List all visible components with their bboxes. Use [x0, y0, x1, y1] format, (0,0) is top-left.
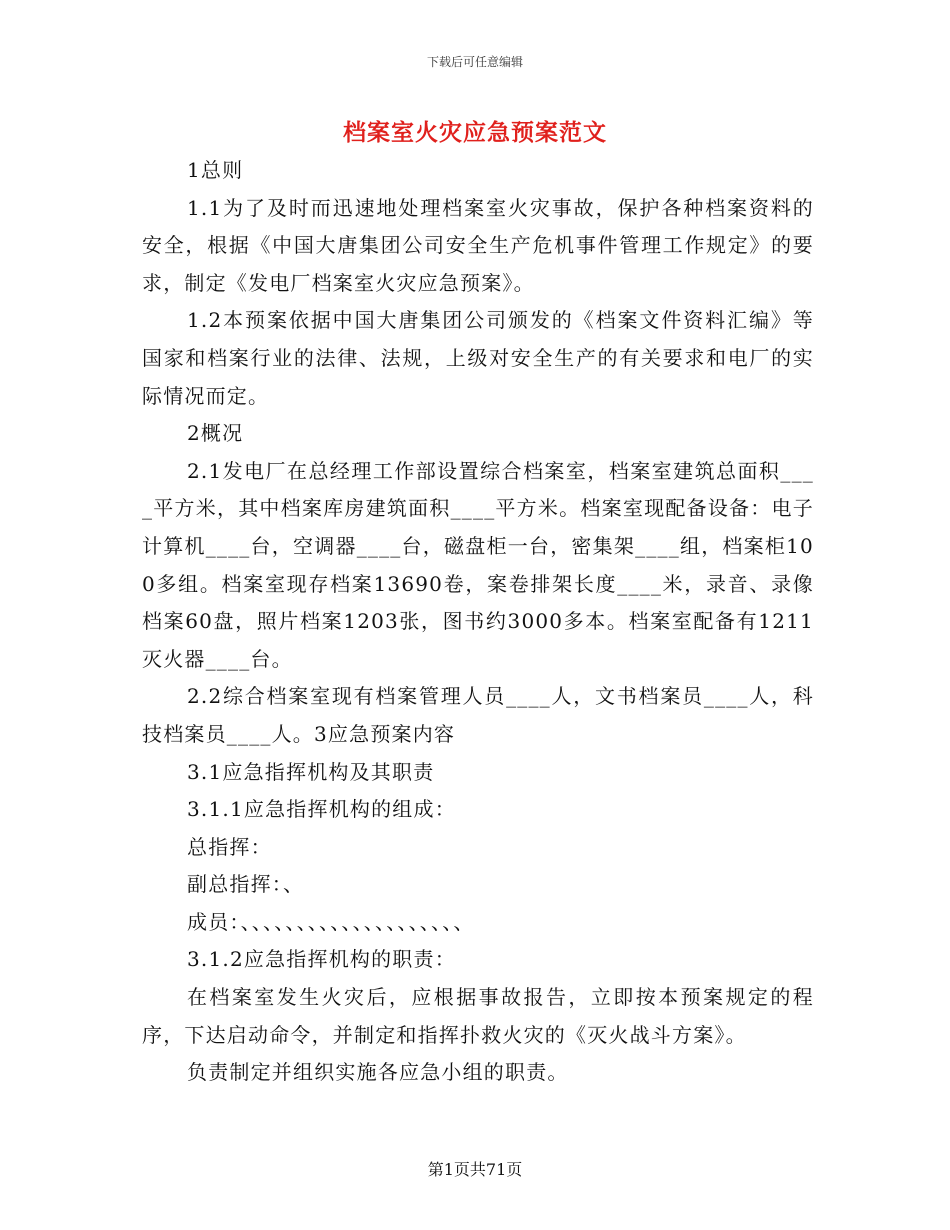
heading-3-1: 3.1应急指挥机构及其职责: [187, 759, 435, 784]
paragraph-duties-1: 在档案室发生火灾后，应根据事故报告，立即按本预案规定的程序，下达启动命令，并制定和指挥扑救火灾的《灭火战斗方案》。: [142, 985, 814, 1047]
page-footer: 第1页共71页: [427, 1160, 523, 1179]
deputy-commander-line: 副总指挥：、: [187, 872, 305, 897]
header-note: 下载后可任意编辑: [426, 55, 523, 69]
paragraph-1-2: 1.2本预案依据中国大唐集团公司颁发的《档案文件资料汇编》等国家和档案行业的法律、法规，上级对安全生产的有关要求和电厂的实际情况而定。: [142, 308, 814, 408]
heading-3-1-1: 3.1.1应急指挥机构的组成：: [187, 797, 456, 822]
members-line: 成员：、、、、、、、、、、、、、、、、、、、、: [187, 909, 475, 934]
heading-2-overview: 2概况: [187, 421, 244, 446]
commander-line: 总指挥：: [187, 834, 272, 859]
heading-3-1-2: 3.1.2应急指挥机构的职责：: [187, 947, 456, 972]
paragraph-2-2: 2.2综合档案室现有档案管理人员____人，文书档案员____人，科技档案员____人。3应急预案内容: [142, 684, 814, 746]
paragraph-2-1: 2.1发电厂在总经理工作部设置综合档案室，档案室建筑总面积____平方米，其中档案库房建筑面积____平方米。档案室现配备设备：电子计算机____台，空调器____台，磁盘柜一台，密集架____组，档案柜100多组。档案室现存档案13690卷，案卷排架长度____米，录音、录像档案60盘，照片档案1203张，图书约3000多本。档案室配备有1211灭火器____台。: [142, 458, 814, 671]
heading-1-general: 1总则: [187, 158, 244, 182]
document-body: [142, 152, 814, 1092]
paragraph-duties-2: 负责制定并组织实施各应急小组的职责。: [187, 1060, 569, 1085]
paragraph-1-1: 1.1为了及时而迅速地处理档案室火灾事故，保护各种档案资料的安全，根据《中国大唐集团公司安全生产危机事件管理工作规定》的要求，制定《发电厂档案室火灾应急预案》。: [142, 195, 814, 295]
document-title: 档案室火灾应急预案范文: [343, 119, 607, 146]
